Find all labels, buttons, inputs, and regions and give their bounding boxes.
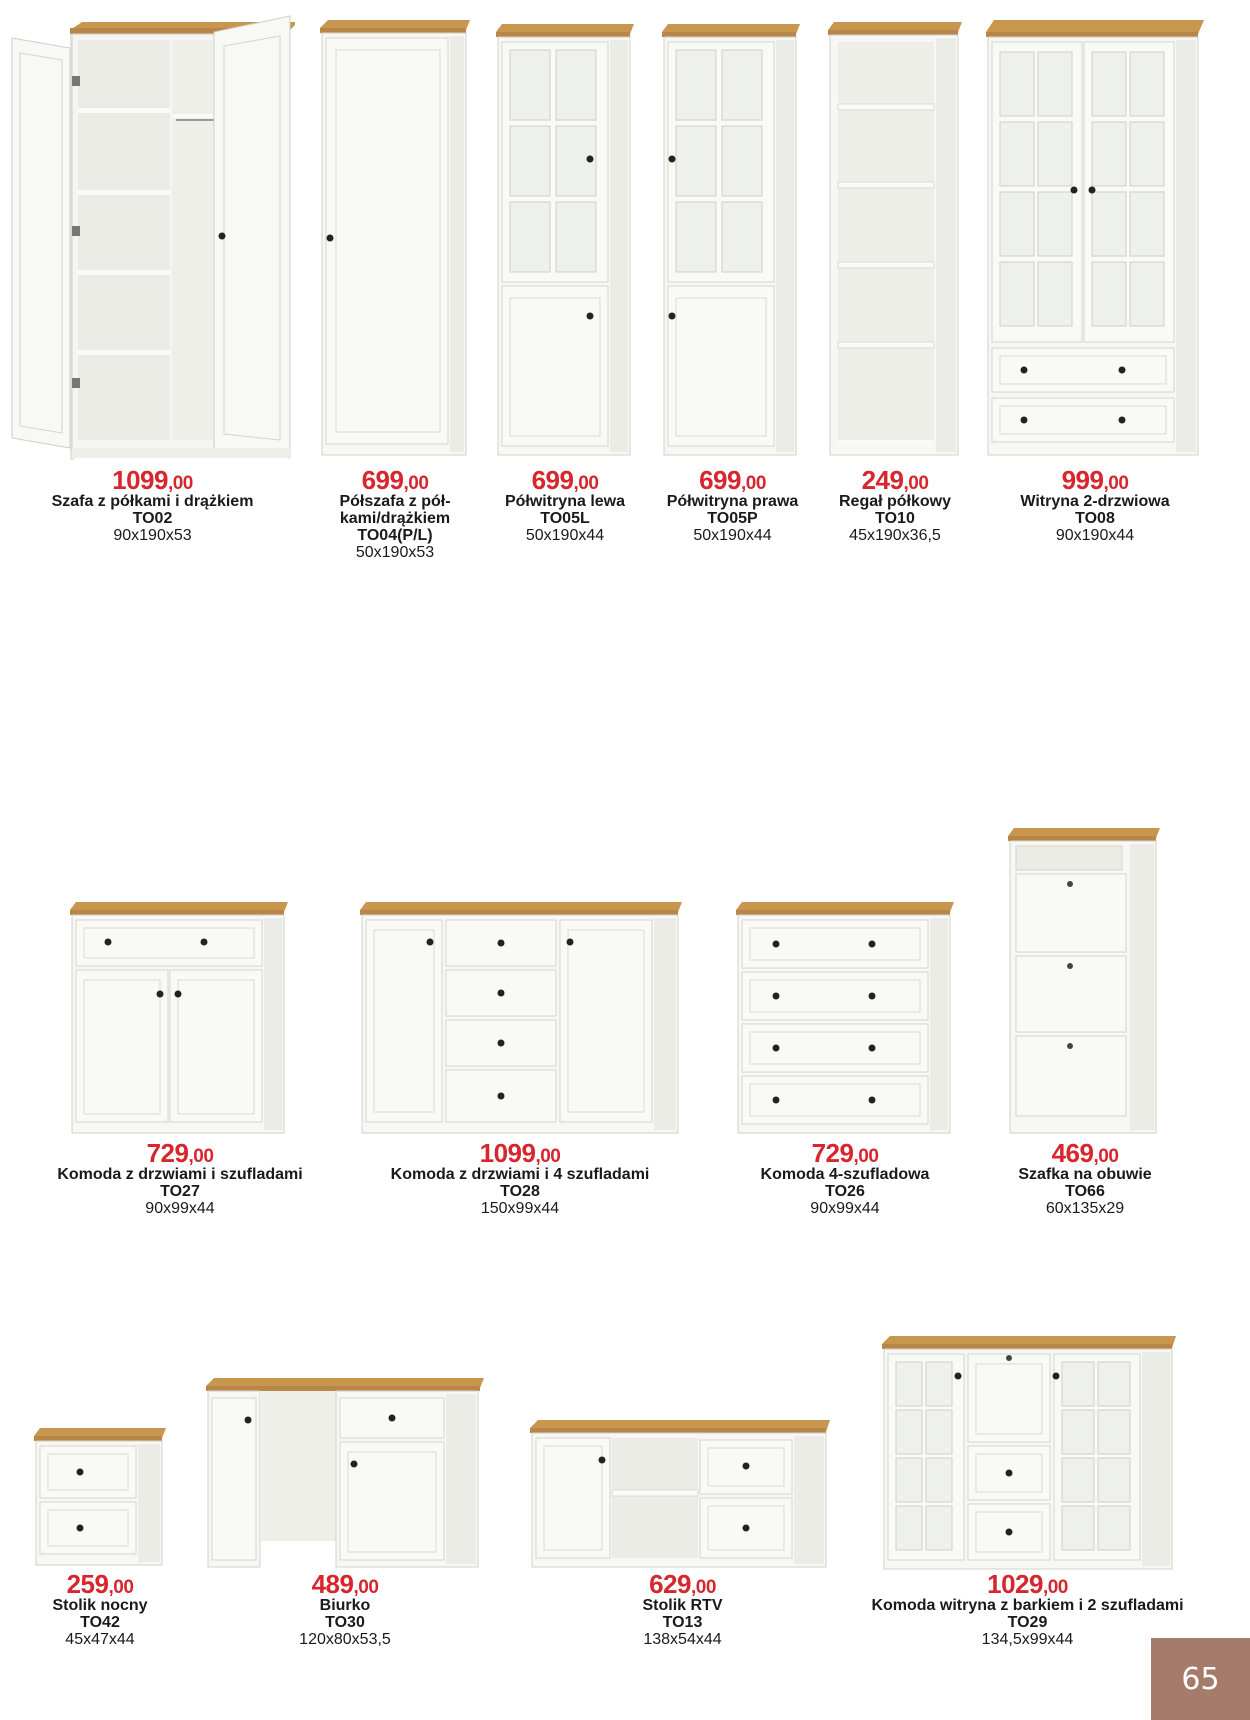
product-name: Witryna 2-drzwiowa <box>1020 493 1170 511</box>
page-number-badge: 65 <box>1151 1638 1250 1720</box>
product-dimensions: 134,5x99x44 <box>981 1630 1074 1648</box>
product-dimensions: 90x99x44 <box>145 1199 215 1217</box>
price: 699,00 <box>361 465 429 495</box>
product-code: TO08 <box>1075 510 1115 528</box>
vitrine-two-door-image <box>984 18 1206 460</box>
product-code: TO29 <box>1007 1614 1048 1632</box>
product-info <box>45 1140 315 1218</box>
product-info <box>375 1140 665 1218</box>
product-info <box>315 467 475 561</box>
product-code: TO66 <box>1065 1183 1105 1201</box>
price: 259,00 <box>66 1569 134 1599</box>
product-info <box>20 1571 180 1649</box>
product-name: Półwitryna prawa <box>666 493 799 511</box>
product-name: Komoda witryna z barkiem i 2 szufladami <box>871 1597 1184 1615</box>
product-dimensions: 60x135x29 <box>1045 1199 1125 1217</box>
product-dimensions: 45x190x36,5 <box>849 526 941 544</box>
product-name: Komoda z drzwiami i szufladami <box>57 1166 303 1184</box>
product-name: Półszafa z pół- <box>339 493 451 511</box>
product-info <box>860 1571 1195 1649</box>
price: 1099,00 <box>479 1138 561 1168</box>
price: 469,00 <box>1051 1138 1119 1168</box>
product-dimensions: 50x190x53 <box>355 543 435 561</box>
product-dimensions: 90x99x44 <box>810 1199 880 1217</box>
price: 699,00 <box>699 465 766 495</box>
bookshelf-image <box>826 20 964 460</box>
price: 1099,00 <box>112 465 193 495</box>
half-wardrobe-image <box>318 18 473 460</box>
product-name: Biurko <box>319 1597 371 1615</box>
product-name: Szafka na obuwie <box>1018 1166 1152 1184</box>
product-info <box>740 1140 950 1218</box>
dresser-doors-four-drawers-image <box>358 900 684 1136</box>
sideboard-vitrine-image <box>880 1334 1178 1574</box>
product-dimensions: 150x99x44 <box>480 1199 560 1217</box>
product-info <box>1000 1140 1170 1218</box>
product-info <box>480 467 650 545</box>
product-name: Komoda 4-szufladowa <box>760 1166 930 1184</box>
price: 1029,00 <box>987 1569 1068 1599</box>
product-dimensions: 120x80x53,5 <box>299 1630 391 1648</box>
product-code: TO42 <box>80 1614 120 1632</box>
vitrine-left-image <box>494 22 636 460</box>
price: 999,00 <box>1061 465 1129 495</box>
vitrine-right-image <box>660 22 802 460</box>
product-dimensions: 90x190x53 <box>113 526 192 544</box>
nightstand-image <box>32 1426 168 1570</box>
product-dimensions: 45x47x44 <box>65 1630 135 1648</box>
product-name: Półwitryna lewa <box>504 493 626 511</box>
product-name-line2: kami/drążkiem <box>339 510 451 528</box>
product-info <box>995 467 1195 545</box>
product-code: TO05P <box>707 510 758 528</box>
product-code: TO26 <box>825 1183 865 1201</box>
product-info <box>30 467 275 545</box>
product-name: Regał półkowy <box>838 493 952 511</box>
product-dimensions: 90x190x44 <box>1055 526 1135 544</box>
desk-image <box>204 1376 486 1572</box>
product-info <box>600 1571 765 1649</box>
tv-stand-image <box>528 1418 832 1572</box>
product-code: TO10 <box>875 510 915 528</box>
price: 699,00 <box>531 465 599 495</box>
product-name: Stolik RTV <box>642 1597 723 1615</box>
price: 629,00 <box>649 1569 716 1599</box>
product-name: Stolik nocny <box>52 1597 148 1615</box>
shoe-cabinet-image <box>1006 826 1162 1138</box>
dresser-doors-drawer-image <box>68 900 290 1136</box>
product-code: TO05L <box>540 510 590 528</box>
product-code: TO30 <box>325 1614 365 1632</box>
product-name: Szafa z półkami i drążkiem <box>51 493 254 511</box>
product-code: TO28 <box>500 1183 540 1201</box>
price: 249,00 <box>861 465 929 495</box>
product-info <box>645 467 820 545</box>
product-code: TO04(P/L) <box>357 526 433 544</box>
product-code: TO27 <box>160 1183 200 1201</box>
price: 729,00 <box>811 1138 879 1168</box>
four-drawer-dresser-image <box>734 900 956 1136</box>
wardrobe-image <box>10 8 295 463</box>
price: 729,00 <box>146 1138 214 1168</box>
product-info <box>270 1571 420 1649</box>
product-code: TO13 <box>662 1614 703 1632</box>
product-dimensions: 50x190x44 <box>525 526 605 544</box>
price: 489,00 <box>311 1569 379 1599</box>
product-info <box>815 467 975 545</box>
product-name: Komoda z drzwiami i 4 szufladami <box>390 1166 650 1184</box>
product-dimensions: 50x190x44 <box>693 526 772 544</box>
product-dimensions: 138x54x44 <box>643 1630 722 1648</box>
product-code: TO02 <box>132 510 173 528</box>
